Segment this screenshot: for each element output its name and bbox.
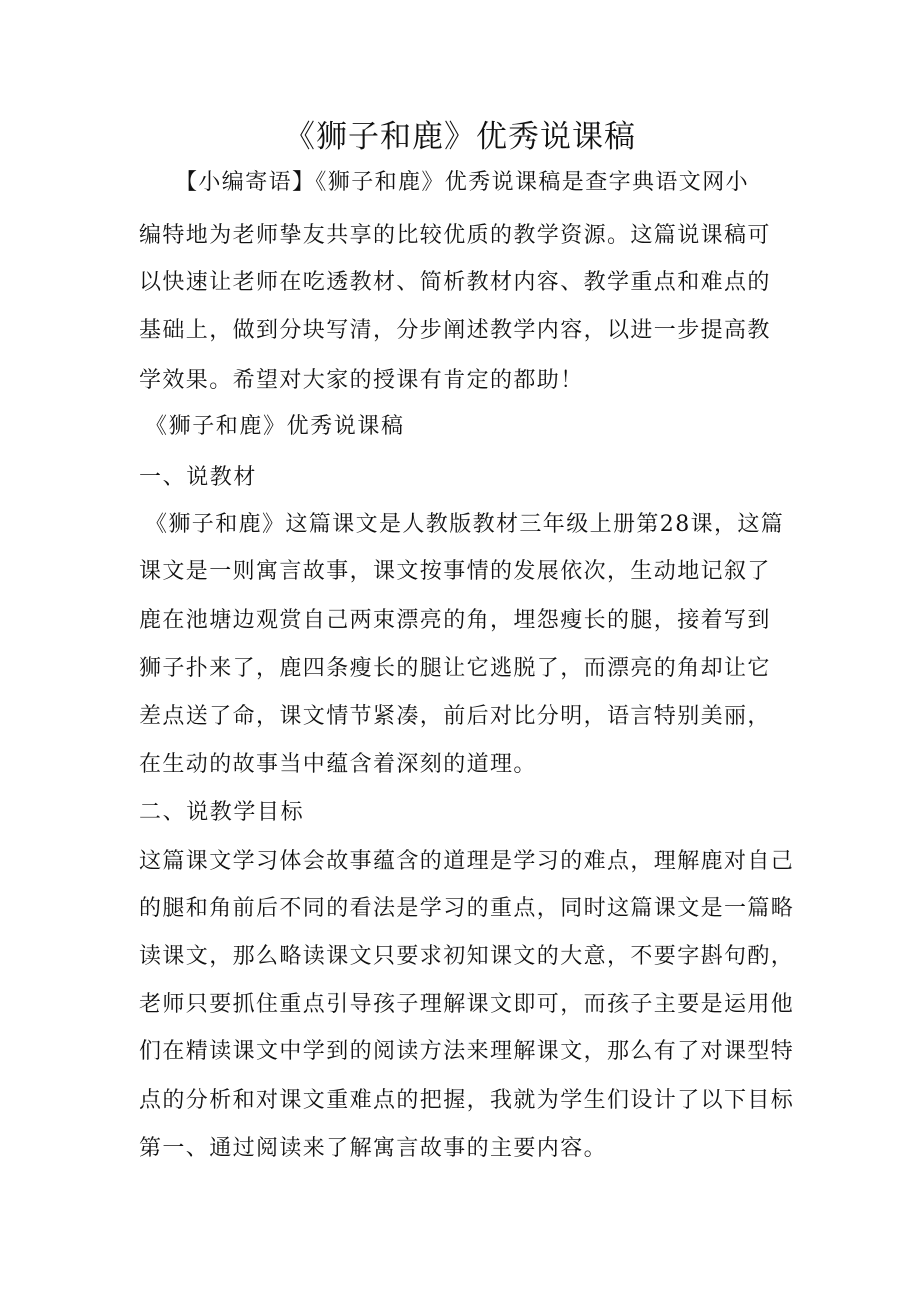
paragraph-line: 第一、通过阅读来了解寓言故事的主要内容。 — [139, 1136, 608, 1161]
intro-line: 以快速让老师在吃透教材、简析教材内容、教学重点和难点的 — [139, 270, 771, 295]
paragraph-line: 读课文，那么略读课文只要求初知课文的大意，不要字斟句酌， — [139, 944, 795, 969]
paragraph-line: 点的分析和对课文重难点的把握，我就为学生们设计了以下目标 — [139, 1088, 795, 1113]
paragraph-line: 课文是一则寓言故事，课文按事情的发展依次，生动地记叙了 — [139, 559, 771, 584]
intro-line: 【小编寄语】《狮子和鹿》优秀说课稿是查字典语文网小 — [175, 170, 750, 195]
paragraph-line: 这篇课文学习体会故事蕴含的道理是学习的难点，理解鹿对自己 — [139, 849, 795, 874]
paragraph-line: 老师只要抓住重点引导孩子理解课文即可，而孩子主要是运用他 — [139, 992, 795, 1017]
document-title: 《狮子和鹿》优秀说课稿 — [284, 119, 636, 155]
paragraph-line: 在生动的故事当中蕴含着深刻的道理。 — [139, 752, 537, 777]
intro-line: 编特地为老师挚友共享的比较优质的教学资源。这篇说课稿可 — [139, 223, 771, 248]
paragraph-line: 们在精读课文中学到的阅读方法来理解课文，那么有了对课型特 — [139, 1039, 795, 1064]
paragraph-line: 《狮子和鹿》这篇课文是人教版教材三年级上册第28课，这篇 — [145, 512, 785, 537]
section-heading-teaching-goals: 二、说教学目标 — [139, 800, 305, 825]
paragraph-line: 鹿在池塘边观赏自己两束漂亮的角，埋怨瘦长的腿，接着写到 — [139, 608, 771, 633]
subtitle: 《狮子和鹿》优秀说课稿 — [145, 414, 405, 439]
paragraph-line: 的腿和角前后不同的看法是学习的重点，同时这篇课文是一篇略 — [139, 896, 795, 921]
paragraph-line: 狮子扑来了，鹿四条瘦长的腿让它逃脱了，而漂亮的角却让它 — [139, 656, 771, 681]
section-heading-teaching-material: 一、说教材 — [139, 465, 258, 490]
paragraph-line: 差点送了命，课文情节紧凑，前后对比分明，语言特别美丽， — [139, 704, 771, 729]
intro-line: 学效果。希望对大家的授课有肯定的都助！ — [139, 368, 584, 393]
intro-line: 基础上，做到分块写清，分步阐述教学内容，以进一步提高教 — [139, 318, 771, 343]
